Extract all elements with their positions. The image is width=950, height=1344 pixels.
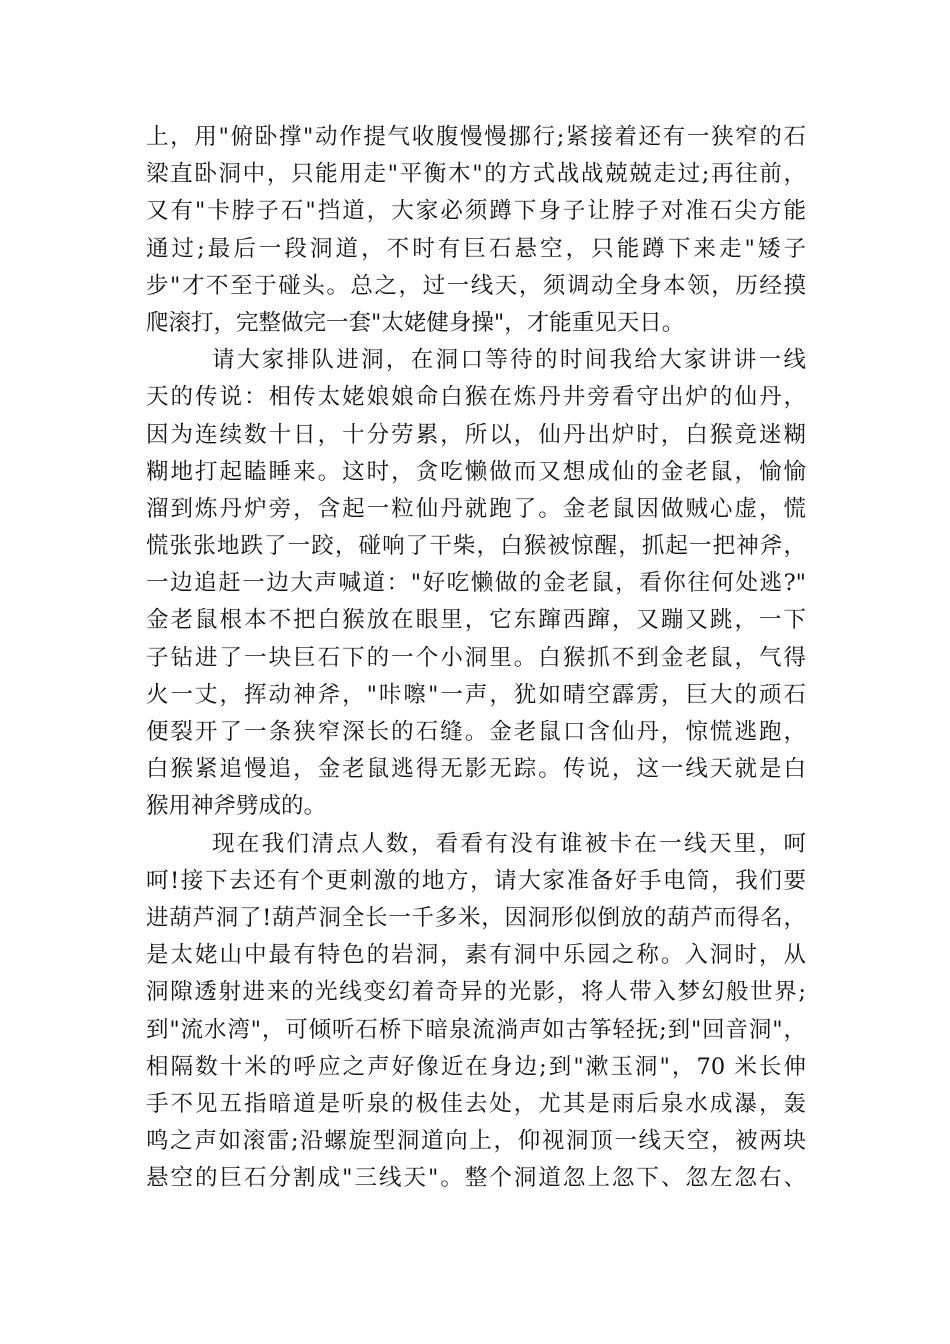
text-line: 鸣之声如滚雷;沿螺旋型洞道向上，仰视洞顶一线天空，被两块 (146, 1128, 806, 1155)
text-line: 子钻进了一块巨石下的一个小洞里。白猴抓不到金老鼠，气得 (146, 644, 806, 671)
text-line: 一边追赶一边大声喊道："好吃懒做的金老鼠，看你往何处逃?" (146, 570, 806, 597)
text-line: 进葫芦洞了!葫芦洞全长一千多米，因洞形似倒放的葫芦而得名， (146, 904, 806, 931)
text-line: 是太姥山中最有特色的岩洞，素有洞中乐园之称。入洞时，从 (146, 942, 806, 969)
text-line: 梁直卧洞中，只能用走"平衡木"的方式战战兢兢走过;再往前， (146, 161, 806, 188)
text-line: 到"流水湾"，可倾听石桥下暗泉流淌声如古筝轻抚;到"回音洞"， (146, 1016, 806, 1043)
text-line: 因为连续数十日，十分劳累，所以，仙丹出炉时，白猴竟迷糊 (146, 421, 806, 448)
text-line: 便裂开了一条狭窄深长的石缝。金老鼠口含仙丹，惊慌逃跑， (146, 719, 806, 745)
text-line: 悬空的巨石分割成"三线天"。整个洞道忽上忽下、忽左忽右、 (146, 1165, 806, 1192)
text-line: 请大家排队进洞，在洞口等待的时间我给大家讲讲一线 (212, 347, 806, 374)
text-line: 火一丈，挥动神斧，"咔嚓"一声，犹如晴空霹雳，巨大的顽石 (146, 681, 806, 708)
text-line: 猴用神斧劈成的。 (146, 793, 327, 820)
text-line: 通过;最后一段洞道，不时有巨石悬空，只能蹲下来走"矮子 (146, 235, 806, 262)
text-line: 慌张张地跌了一跤，碰响了干柴，白猴被惊醒，抓起一把神斧， (146, 533, 806, 560)
text-line: 手不见五指暗道是听泉的极佳去处，尤其是雨后泉水成瀑，轰 (146, 1090, 806, 1117)
text-line: 又有"卡脖子石"挡道，大家必须蹲下身子让脖子对准石尖方能 (146, 198, 806, 225)
text-line: 糊地打起瞌睡来。这时，贪吃懒做而又想成仙的金老鼠，愉愉 (146, 458, 806, 485)
text-line: 白猴紧追慢追，金老鼠逃得无影无踪。传说，这一线天就是白 (146, 756, 806, 783)
text-line: 溜到炼丹炉旁，含起一粒仙丹就跑了。金老鼠因做贼心虚，慌 (146, 495, 806, 522)
text-line: 爬滚打，完整做完一套"太姥健身操"，才能重见天日。 (146, 309, 685, 336)
text-line: 相隔数十米的呼应之声好像近在身边;到"漱玉洞"，70 米长伸 (146, 1053, 806, 1080)
text-line: 天的传说：相传太姥娘娘命白猴在炼丹井旁看守出炉的仙丹， (146, 384, 806, 411)
text-line: 呵!接下去还有个更刺激的地方，请大家准备好手电筒，我们要 (146, 867, 806, 894)
text-line: 金老鼠根本不把白猴放在眼里，它东蹿西蹿，又蹦又跳，一下 (146, 607, 806, 634)
body-text (146, 119, 806, 1197)
text-line: 上，用"俯卧撑"动作提气收腹慢慢挪行;紧接着还有一狭窄的石 (146, 124, 806, 150)
text-line: 洞隙透射进来的光线变幻着奇异的光影，将人带入梦幻般世界; (146, 979, 806, 1006)
text-line: 步"才不至于碰头。总之，过一线天，须调动全身本领，历经摸 (146, 272, 806, 299)
text-line: 现在我们清点人数，看看有没有谁被卡在一线天里，呵 (212, 830, 806, 857)
